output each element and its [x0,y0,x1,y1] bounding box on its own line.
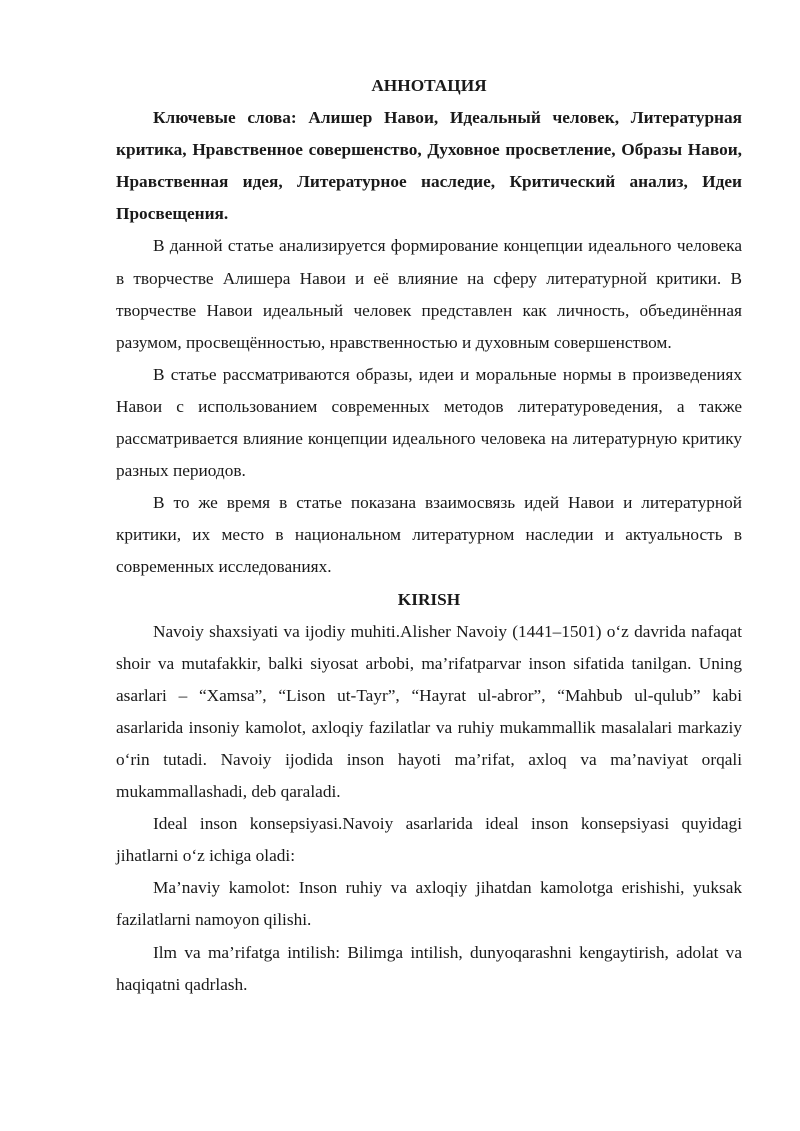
annotation-paragraph: В то же время в статье показана взаимосвязь идей Навои и литературной критики, их место в национальном литературном наследии и актуальность в современных исследованиях. [116,493,742,577]
annotation-paragraph: В статье рассматриваются образы, идеи и моральные нормы в произведениях Навои с использованием современных методов литературоведения, а также рассматривается влияние концепции идеального человека на литературную критику разных периодов. [116,364,742,481]
document-page [116,70,742,1001]
annotation-paragraph: В данной статье анализируется формирование концепции идеального человека в творчестве Алишера Навои и её влияние на сферу литературной критики. В творчестве Навои идеальный человек представлен как личность, объединённая разумом, просвещённостью, нравственностью и духовным совершенством. [116,236,742,352]
intro-paragraph: Ma’naviy kamolot: Inson ruhiy va axloqiy jihatdan kamolotga erishishi, yuksak fazilatlarni namoyon qilishi. [116,878,742,930]
keywords-paragraph: Ключевые слова: Алишер Навои, Идеальный человек, Литературная критика, Нравственное совершенство, Духовное просветление, Образы Навои, Нравственная идея, Литературное наследие, Критический анализ, Идеи Просвещения. [116,108,742,224]
intro-paragraph: Ideal inson konsepsiyasi.Navoiy asarlarida ideal inson konsepsiyasi quyidagi jihatlarni o‘z ichiga oladi: [116,814,742,866]
intro-heading: KIRISH [397,589,461,609]
intro-paragraph: Ilm va ma’rifatga intilish: Bilimga intilish, dunyoqarashni kengaytirish, adolat va haqiqatni qadrlash. [116,942,742,994]
intro-paragraph: Navoiy shaxsiyati va ijodiy muhiti.Alisher Navoiy (1441–1501) o‘z davrida nafaqat shoir va mutafakkir, balki siyosat arbobi, ma’rifatparvar inson sifatida tanilgan. Uning asarlari – “Xamsa”, “Lison ut-Tayr”, “Hayrat ul-abror”, “Mahbub ul-qulub” kabi asarlarida insoniy kamolot, axloqiy fazilatlar va ruhiy mukammallik masalalari markaziy o‘rin tutadi. Navoiy ijodida inson hayoti ma’rifat, axloq va ma’naviyat orqali mukammallashadi, deb qaraladi. [116,621,742,802]
annotation-heading: АННОТАЦИЯ [371,76,487,95]
